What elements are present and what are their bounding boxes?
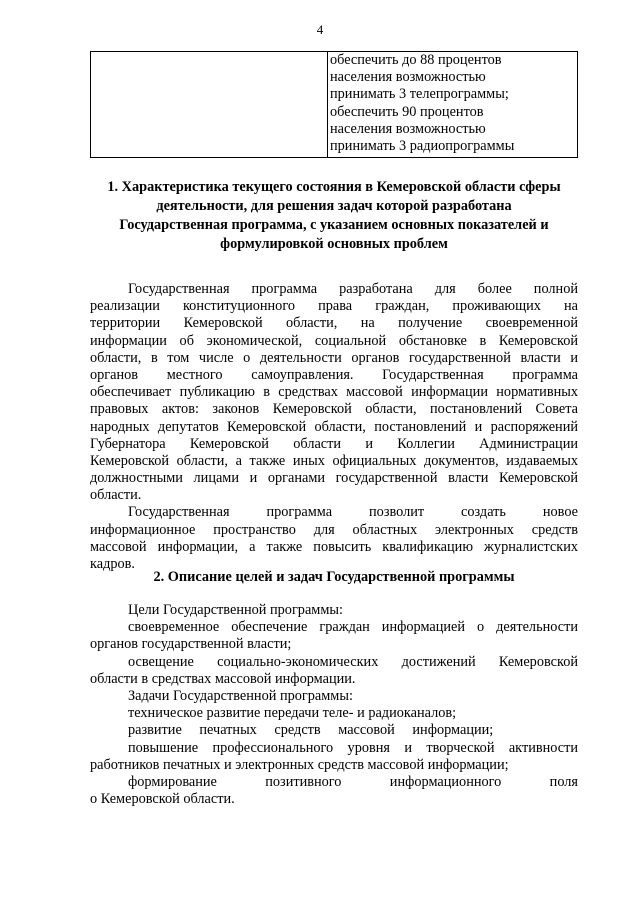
text-line: реализации конституционного права граждан, проживающих на bbox=[90, 298, 578, 315]
text-line: Государственная программа разработана для более полной bbox=[128, 281, 578, 297]
table-cell-targets bbox=[328, 52, 578, 158]
heading-line: деятельности, для решения задач которой разработана bbox=[156, 198, 512, 214]
section-1-heading bbox=[90, 178, 578, 254]
text-line: техническое развитие передачи теле- и радиоканалов; bbox=[128, 705, 457, 722]
table-cell-line: принимать 3 телепрограммы; bbox=[330, 86, 509, 103]
text-line: массовой информации, а также повысить квалификацию журналистских bbox=[90, 538, 578, 555]
table-cell-line: населения возможностью bbox=[330, 69, 486, 86]
continued-table bbox=[90, 51, 578, 158]
page-number: 4 bbox=[316, 22, 324, 37]
text-line: Цели Государственной программы: bbox=[128, 602, 343, 618]
text-line: народных депутатов Кемеровской области, постановлений и распоряжений bbox=[90, 418, 578, 435]
heading-line: Государственная программа, с указанием основных показателей и bbox=[119, 217, 549, 233]
text-line: органов государственной власти; bbox=[90, 636, 292, 653]
text-line: области, в том числе о деятельности органов государственной власти и bbox=[90, 349, 578, 366]
text-line: правовых актов: законов Кемеровской области, постановлений Совета bbox=[90, 401, 578, 418]
heading-line: 1. Характеристика текущего состояния в Кемеровской области сферы bbox=[107, 179, 561, 195]
table-cell-line: принимать 3 радиопрограммы bbox=[330, 138, 515, 155]
text-line: обеспечивает публикацию в средствах массовой информации нормативных bbox=[90, 384, 578, 401]
section-2-body bbox=[90, 602, 578, 808]
text-line: о Кемеровской области. bbox=[90, 791, 235, 808]
table-cell-empty bbox=[91, 52, 328, 158]
text-line: формирование позитивного информационного поля bbox=[128, 773, 578, 790]
text-line: должностными лицами и органами государственной власти Кемеровской bbox=[90, 470, 578, 487]
text-line: своевременное обеспечение граждан информацией о деятельности bbox=[128, 619, 578, 636]
text-line: повышение профессионального уровня и творческой активности bbox=[128, 739, 578, 756]
section-2-heading bbox=[90, 568, 578, 587]
section-1-body bbox=[90, 281, 578, 573]
text-line: Губернатора Кемеровской области и Коллегии Администрации bbox=[90, 435, 578, 452]
text-line: Задачи Государственной программы: bbox=[128, 687, 353, 704]
text-line: территории Кемеровской области, на получение своевременной bbox=[90, 315, 578, 332]
table-cell-line: обеспечить до 88 процентов bbox=[330, 52, 502, 68]
text-line: органов местного самоуправления. Государственная программа bbox=[90, 366, 578, 383]
text-line: кадров. bbox=[90, 556, 135, 572]
text-line: информации об экономической, социальной обстановке в Кемеровской bbox=[90, 332, 578, 349]
text-line: освещение социально-экономических достижений Кемеровской bbox=[128, 653, 578, 670]
text-line: Кемеровской области, а также иных официальных документов, издаваемых bbox=[90, 452, 578, 469]
text-line: области в средствах массовой информации. bbox=[90, 670, 356, 687]
text-line: информационное пространство для областных электронных средств bbox=[90, 521, 578, 538]
text-line: Государственная программа позволит создать новое bbox=[128, 504, 578, 521]
heading-line: 2. Описание целей и задач Государственной программы bbox=[153, 569, 515, 585]
text-line: области. bbox=[90, 487, 142, 504]
text-line: развитие печатных средств массовой информации; bbox=[128, 722, 494, 739]
text-line: работников печатных и электронных средств массовой информации; bbox=[90, 756, 509, 773]
table-row bbox=[91, 52, 578, 158]
heading-line: формулировкой основных проблем bbox=[220, 236, 448, 252]
table-cell-line: обеспечить 90 процентов bbox=[330, 103, 484, 120]
table-cell-line: населения возможностью bbox=[330, 120, 486, 137]
